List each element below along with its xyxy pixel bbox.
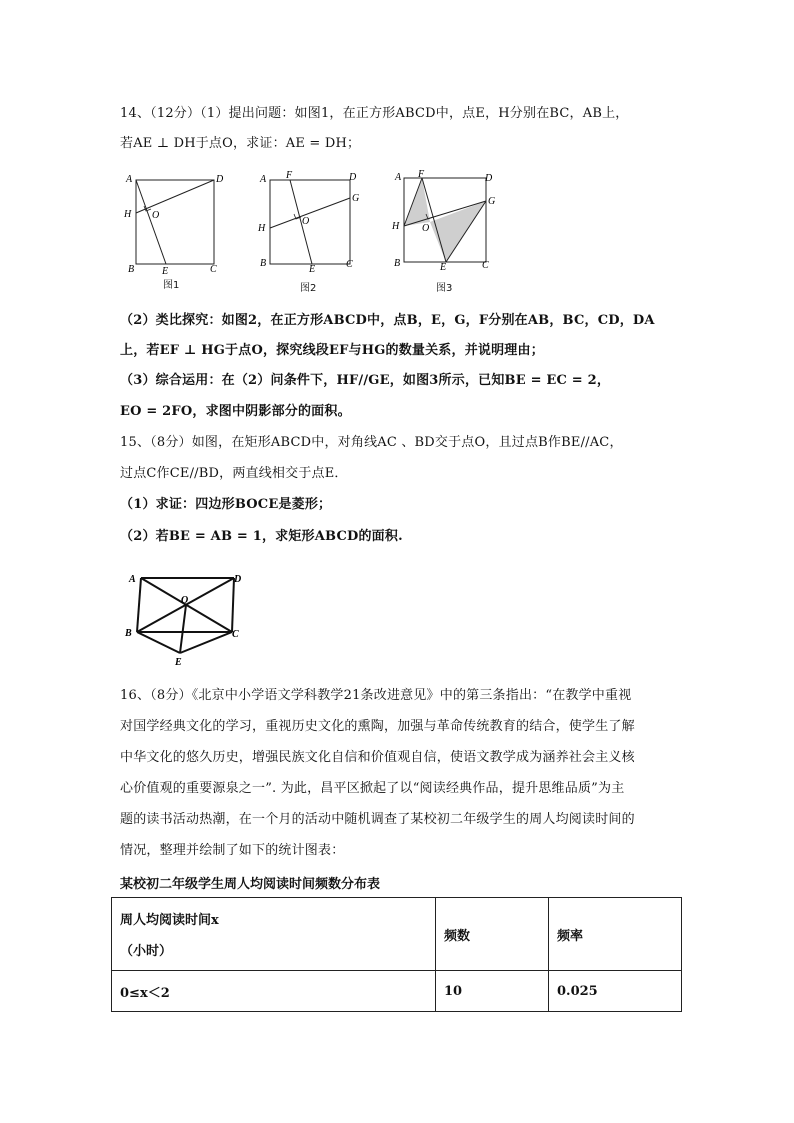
fig1-label-c: C	[210, 264, 217, 275]
fig1-segment-dh	[136, 180, 214, 213]
q15-line-2: 过点C作CE//BD，两直线相交于点E．	[120, 466, 348, 481]
fig3-caption: 图3	[436, 283, 453, 294]
fig3-shaded-triangle-2	[430, 201, 486, 262]
header-frequency: 频数	[436, 898, 549, 971]
q15-label-d: D	[234, 574, 242, 585]
fig3-label-e: E	[440, 262, 447, 273]
fig2-label-f: F	[286, 170, 293, 181]
q16-line-3: 中华文化的悠久历史，增强民族文化自信和价值观自信，使语文教学成为涵养社会主义核	[120, 750, 635, 765]
fig2-label-a: A	[260, 174, 267, 185]
fig1-label-b: B	[128, 264, 135, 275]
q15-label-a: A	[129, 574, 136, 585]
fig2-label-d: D	[349, 172, 357, 183]
q16-line-6: 情况，整理并绘制了如下的统计图表：	[120, 843, 345, 858]
fig1-label-a: A	[126, 174, 133, 185]
fig3-label-d: D	[485, 173, 493, 184]
fig2-caption: 图2	[300, 283, 317, 294]
figure-q15	[120, 565, 260, 670]
q15-label-c: C	[232, 629, 239, 640]
table-row	[112, 971, 682, 1012]
q14-line-6: EO = 2FO，求图中阴影部分的面积。	[120, 404, 351, 419]
q15-line-4: （2）若BE = AB = 1，求矩形ABCD的面积.	[120, 529, 403, 544]
fig3-label-g: G	[488, 196, 496, 207]
q14-line-5: （3）综合运用：在（2）问条件下，HF//GE，如图3所示，已知BE = EC = 2，	[120, 373, 611, 388]
fig3-label-o: O	[422, 223, 430, 234]
fig1-label-o: O	[152, 210, 160, 221]
fig3-label-f: F	[418, 169, 425, 180]
q16-line-1: 16、（8分）《北京中小学语文学科教学21条改进意见》中的第三条指出：“在教学中重视	[120, 688, 632, 703]
fig1-label-d: D	[216, 174, 224, 185]
fig3-label-h: H	[392, 221, 400, 232]
header-reading-time-line1: 周人均阅读时间x	[120, 913, 219, 928]
fig2-label-e: E	[309, 264, 316, 275]
fig3-label-b: B	[394, 258, 401, 269]
fig3-label-c: C	[482, 260, 489, 271]
q15-line-1: 15、（8分）如图，在矩形ABCD中，对角线AC 、BD交于点O，且过点B作BE//AC，	[120, 435, 623, 450]
q16-line-5: 题的读书活动热潮，在一个月的活动中随机调查了某校初二年级学生的周人均阅读时间的	[120, 812, 635, 827]
fig2-label-h: H	[258, 223, 266, 234]
fig2-label-b: B	[260, 258, 267, 269]
fig2-segment-hg	[270, 198, 350, 228]
q15-label-o: O	[181, 595, 189, 606]
fig1-square	[136, 180, 214, 264]
row1-reading-time: 0≤x＜2	[112, 971, 436, 1012]
figure-3	[390, 166, 500, 290]
header-reading-time	[112, 898, 436, 971]
row1-rate: 0.025	[549, 971, 682, 1012]
q15-label-e: E	[175, 657, 182, 668]
fig1-segment-ae	[136, 180, 166, 264]
q14-line-2: 若AE ⊥ DH于点O，求证：AE = DH；	[120, 136, 361, 151]
fig2-label-g: G	[352, 193, 360, 204]
fig3-label-a: A	[395, 172, 402, 183]
table-header-row	[112, 898, 682, 971]
q15-line-3: （1）求证：四边形BOCE是菱形；	[120, 497, 332, 512]
fig1-label-h: H	[124, 209, 132, 220]
frequency-table	[111, 897, 682, 1012]
figure-1	[118, 168, 228, 292]
header-reading-time-line2: （小时）	[120, 944, 173, 959]
figure-2	[254, 168, 364, 292]
q14-line-4: 上，若EF ⊥ HG于点O，探究线段EF与HG的数量关系，并说明理由；	[120, 343, 544, 358]
fig1-label-e: E	[162, 266, 169, 277]
q16-line-4: 心价值观的重要源泉之一”. 为此，昌平区掀起了以“阅读经典作品，提升思维品质”为主	[120, 781, 625, 796]
q16-line-2: 对国学经典文化的学习，重视历史文化的熏陶，加强与革命传统教育的结合，使学生了解	[120, 719, 635, 734]
table-caption: 某校初二年级学生周人均阅读时间频数分布表	[120, 877, 381, 892]
fig2-label-c: C	[346, 259, 353, 270]
fig2-label-o: O	[302, 216, 310, 227]
fig1-caption: 图1	[163, 280, 180, 291]
header-rate: 频率	[549, 898, 682, 971]
q14-line-1: 14、（12分）（1）提出问题：如图1，在正方形ABCD中，点E，H分别在BC，AB上，	[120, 106, 629, 121]
q15-label-b: B	[125, 628, 132, 639]
row1-frequency: 10	[436, 971, 549, 1012]
fig2-square	[270, 180, 350, 264]
q14-line-3: （2）类比探究：如图2，在正方形ABCD中，点B，E，G，F分别在AB，BC，CD，DA	[120, 313, 655, 328]
